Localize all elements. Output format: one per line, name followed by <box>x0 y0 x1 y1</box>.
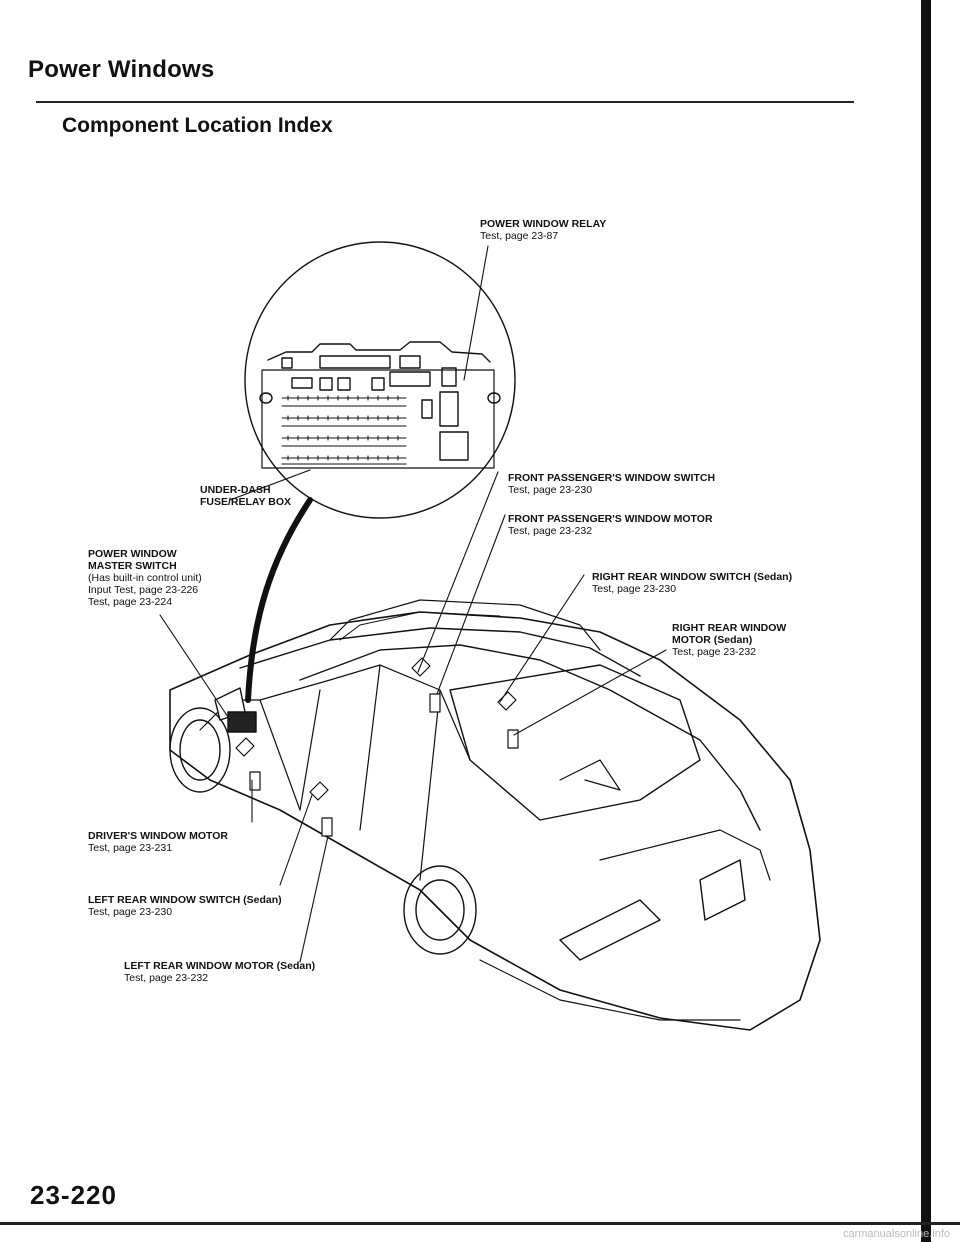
label-under-dash-fuse-box: UNDER-DASH FUSE/RELAY BOX <box>200 484 292 508</box>
leader-lines <box>160 246 666 962</box>
label-left-rear-motor: LEFT REAR WINDOW MOTOR (Sedan) Test, page 23-232 <box>124 960 316 984</box>
label-power-window-relay: POWER WINDOW RELAY Test, page 23-87 <box>480 218 607 242</box>
section-title: Component Location Index <box>62 114 333 137</box>
watermark: carmanualsonline.info <box>842 1228 950 1240</box>
label-right-rear-motor: RIGHT REAR WINDOW MOTOR (Sedan) Test, page 23-232 <box>672 622 787 658</box>
label-left-rear-switch: LEFT REAR WINDOW SWITCH (Sedan) Test, page 23-230 <box>88 894 282 918</box>
label-front-passenger-motor: FRONT PASSENGER'S WINDOW MOTOR Test, page 23-232 <box>508 513 713 537</box>
label-driver-motor: DRIVER'S WINDOW MOTOR Test, page 23-231 <box>88 830 228 854</box>
label-master-switch: POWER WINDOW MASTER SWITCH (Has built-in control unit) Input Test, page 23-226 Test, page 23-224 <box>88 548 202 608</box>
harness-wire <box>248 500 310 700</box>
master-switch-shape <box>228 712 256 732</box>
label-right-rear-switch: RIGHT REAR WINDOW SWITCH (Sedan) Test, page 23-230 <box>592 571 793 595</box>
fuse-box-detail <box>245 242 515 518</box>
label-front-passenger-switch: FRONT PASSENGER'S WINDOW SWITCH Test, page 23-230 <box>508 472 716 496</box>
page-number: 23-220 <box>30 1180 117 1210</box>
page-title: Power Windows <box>28 56 215 83</box>
